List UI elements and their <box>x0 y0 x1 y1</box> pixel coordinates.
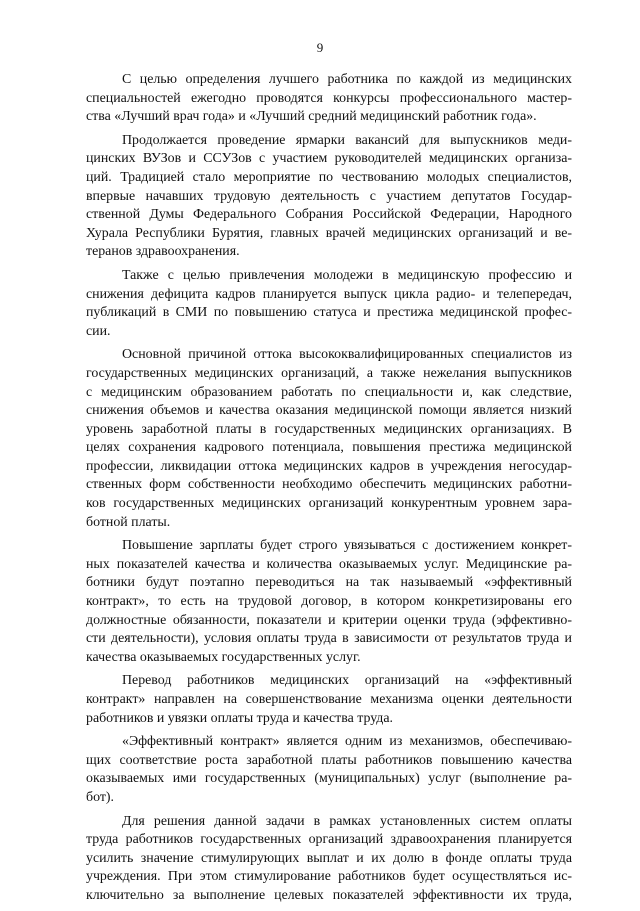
text-line: профессии, ликвидации оттока медицинских кадров в учреждения негосудар- <box>86 458 572 474</box>
text-line: ций. Традицией стало мероприятие по чествованию молодых специалистов, <box>86 169 572 185</box>
text-line: цинских ВУЗов и ССУЗов с участием руководителей медицинских организа- <box>86 151 572 167</box>
text-line: ства «Лучший врач года» и «Лучший средний медицинский работник года». <box>86 109 537 125</box>
text-line: Перевод работников медицинских организаций на «эффективный <box>122 673 572 689</box>
text-line: ственных форм собственности необходимо обеспечить медицинских работни- <box>86 477 572 493</box>
text-line: ков государственных медицинских организаций конкурентным уровнем зара- <box>86 496 572 512</box>
paragraph <box>86 346 572 532</box>
text-line: сти деятельности), условия оплаты труда в зависимости от результатов труда и <box>86 631 572 647</box>
text-line: сии. <box>86 323 111 339</box>
text-line: государственных медицинских организаций, а также нежелания выпускников <box>86 365 572 381</box>
text-line: усилить значение стимулирующих выплат и их долю в фонде оплаты труда <box>86 850 572 866</box>
paragraph <box>86 132 572 262</box>
text-line: публикаций в СМИ по повышению статуса и престижа медицинской профес- <box>86 305 572 321</box>
text-line: щих соответствие роста заработной платы работников повышению качества <box>86 752 572 768</box>
text-line: ственной Думы Федерального Собрания Российской Федерации, Народного <box>86 207 572 223</box>
paragraph <box>86 267 572 341</box>
text-line: С целью определения лучшего работника по каждой из медицинских <box>122 72 572 87</box>
text-line: ных показателей качества и количества оказываемых услуг. Медицинские ра- <box>86 556 572 572</box>
text-line: работников и увязки оплаты труда и качества труда. <box>86 710 394 726</box>
text-line: Повышение зарплаты будет строго увязываться с достижением конкрет- <box>122 538 572 554</box>
text-line: Продолжается проведение ярмарки вакансий для выпускников меди- <box>122 132 572 148</box>
text-line: снижения объемов и качества оказания медицинской помощи является низкий <box>86 403 572 419</box>
text-line: оказываемых ими государственных (муниципальных) услуг (выполнение ра- <box>86 771 572 787</box>
text-line: должностные обязанности, показатели и критерии оценки труда (эффективно- <box>86 612 572 628</box>
text-line: труда работников государственных организаций здравоохранения планируется <box>86 832 572 848</box>
text-line: ботники будут поэтапно переводиться на так называемый «эффективный <box>86 575 572 591</box>
document-body <box>86 71 572 911</box>
text-line: снижения дефицита кадров планируется выпуск цикла радио- и телепередач, <box>86 286 572 302</box>
text-line: контракт», то есть на трудовой договор, в котором конкретизированы его <box>86 594 572 610</box>
text-line: ботной платы. <box>86 514 171 530</box>
text-line: Хурала Республики Бурятия, главных врачей медицинских организаций и ве- <box>86 225 572 241</box>
text-line: теранов здравоохранения. <box>86 244 240 260</box>
text-line: впервые начавших трудовую деятельность с участием депутатов Государ- <box>86 188 572 204</box>
text-line: Основной причиной оттока высококвалифицированных специалистов из <box>122 347 572 363</box>
paragraph <box>86 537 572 667</box>
text-line: целях сохранения кадрового потенциала, повышения престижа медицинской <box>86 440 572 456</box>
text-line: контракт» направлен на совершенствование механизма оценки деятельности <box>86 692 572 707</box>
paragraph <box>86 71 572 127</box>
text-line: бот). <box>86 789 114 805</box>
text-line: учреждения. При этом стимулирование работников будет осуществляться ис- <box>86 869 572 885</box>
paragraph <box>86 813 572 906</box>
text-line: «Эффективный контракт» является одним из механизмов, обеспечиваю- <box>122 734 572 750</box>
text-line: с медицинским образованием работать по специальности и, как следствие, <box>86 384 572 400</box>
text-line: Для решения данной задачи в рамках установленных систем оплаты <box>122 813 572 829</box>
page-number: 9 <box>316 40 324 55</box>
paragraph <box>86 672 572 728</box>
text-line: ключительно за выполнение целевых показателей эффективности их труда, <box>86 887 572 903</box>
text-line: специальностей ежегодно проводятся конкурсы профессионального мастер- <box>86 90 572 106</box>
paragraph <box>86 733 572 807</box>
text-line: уровень заработной платы в государственных медицинских организациях. В <box>86 421 572 437</box>
text-line: качества оказываемых государственных услуг. <box>86 649 361 665</box>
text-line: Также с целью привлечения молодежи в медицинскую профессию и <box>122 267 572 283</box>
